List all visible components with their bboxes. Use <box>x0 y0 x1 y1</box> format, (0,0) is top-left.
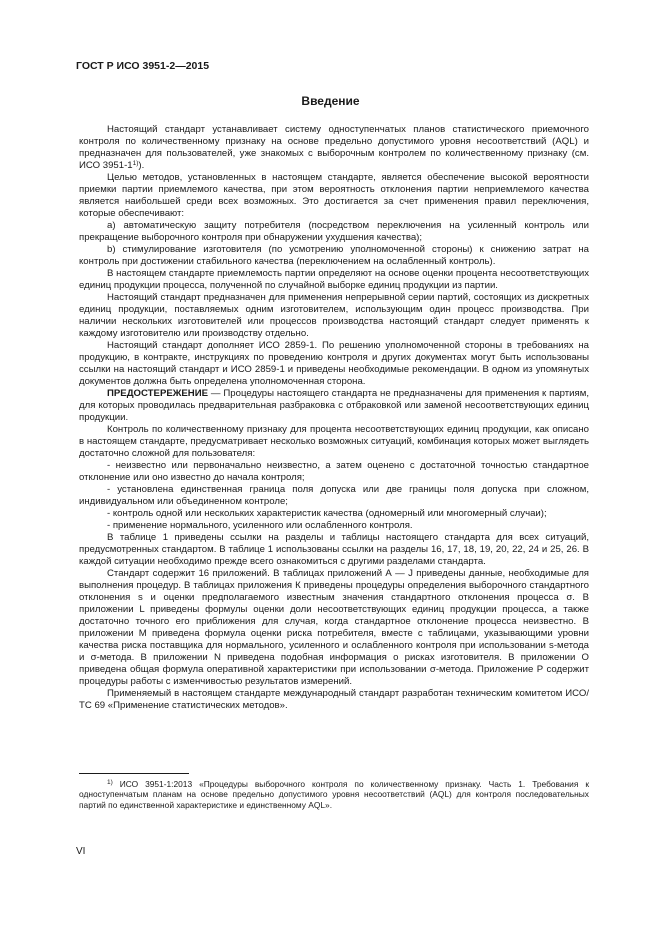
paragraph-text-end: ). <box>138 160 145 171</box>
footnote-paragraph <box>79 779 589 810</box>
footnote-marker: 1) <box>107 779 113 786</box>
list-item: - применение нормального, усиленного или ослабленного контроля. <box>107 520 413 531</box>
paragraph: Стандарт содержит 16 приложений. В таблицах приложений А — J приведены данные, необходимые для выполнения процедур. В таблицах приложения К приведены процедуры определения выборочного стандартного отклонения s и оценки предполагаемого известным значения стандартного отклонения процесса σ. В приложении L приведены формулы оценки доли несоответствующих единиц продукции процесса, а также достаточно точного его приближения для случая, когда стандартное отклонение процесса неизвестно. В приложении М приведена формула оценки риска потребителя, вместе с таблицами, указывающими уровни качества риска поставщика для нормального, усиленного и ослабленного контроля при использовании s-метода и σ-метода. В приложении N приведена подобная информация о рисках изготовителя. В приложении О приведена общая формула оперативной характеристики при использовании σ-метода. Приложение Р содержит процедуры работы с изменчивостью результатов измерений. <box>79 568 589 687</box>
document-header: ГОСТ Р ИСО 3951-2—2015 <box>76 60 210 72</box>
warning-paragraph <box>79 388 589 424</box>
warning-text: — Процедуры настоящего стандарта не предназначены для применения к партиям, для которых проводилась предварительная разбраковка с отбраковкой или заменой несоответствующих единиц продукции. <box>79 388 589 423</box>
list-item: - установлена единственная граница поля допуска или две границы поля допуска при сложном, индивидуальном или объединенном контроле; <box>79 484 589 507</box>
footnote <box>79 779 589 810</box>
paragraph: Применяемый в настоящем стандарте международный стандарт разработан техническим комитетом ИСО/ТС 69 «Применение статистических методов». <box>79 688 589 711</box>
paragraph: Настоящий стандарт дополняет ИСО 2859-1. По решению уполномоченной стороны в требованиях на продукцию, в контракте, инструкциях по проведению контроля и других документах могут быть использованы ссылки на настоящий стандарт и ИСО 2859-1 и приведены необходимые рекомендации. В одном из упомянутых документов должна быть определена уполномоченная сторона. <box>79 340 589 387</box>
paragraph: Целью методов, установленных в настоящем стандарте, является обеспечение высокой вероятности приемки партии приемлемого качества, при этом вероятность отклонения партии неприемлемого качества является наибольшей среди всех возможных. Это достигается за счет применения правил переключения, которые обеспечивают: <box>79 172 589 219</box>
paragraph: В настоящем стандарте приемлемость партии определяют на основе оценки процента несоответствующих единиц продукции процесса, полученной по случайной выборке единиц продукции из партии. <box>79 268 589 291</box>
page-number: VI <box>76 846 86 857</box>
list-item: - контроль одной или нескольких характеристик качества (одномерный или многомерный случаи); <box>107 508 547 519</box>
list-item: - неизвестно или первоначально неизвестно, а затем оценено с достаточной точностью стандартное отклонение или оно известно до начала контроля; <box>79 460 589 483</box>
paragraph: В таблице 1 приведены ссылки на разделы и таблицы настоящего стандарта для всех ситуаций, предусмотренных стандартом. В таблице 1 использованы ссылки на разделы 16, 17, 18, 19, 20, 22, 24 и 25, 26. В каждой ситуации необходимо прежде всего ознакомиться с другими разделами стандарта. <box>79 532 589 567</box>
list-item: b) стимулирование изготовителя (по усмотрению уполномоченной стороны) к снижению затрат на контроль при достижении стабильного качества (переключением на ослабленный контроль). <box>79 244 589 267</box>
footnote-divider <box>79 773 189 774</box>
paragraph: Настоящий стандарт предназначен для применения непрерывной серии партий, состоящих из дискретных единиц продукции, поставляемых одним изготовителем, использующим один процесс производства. При наличии нескольких изготовителей или процессов производства настоящий стандарт следует применять к каждому изготовителю или производству отдельно. <box>79 292 589 339</box>
paragraph <box>79 124 589 172</box>
warning-label: ПРЕДОСТЕРЕЖЕНИЕ <box>107 388 209 399</box>
list-item: а) автоматическую защиту потребителя (посредством переключения на усиленный контроль или прекращение выборочного контроля при обнаружении ухудшения качества); <box>79 220 589 243</box>
paragraph-text: Настоящий стандарт устанавливает систему одноступенчатых планов статистического приемочного контроля по количественному признаку на основе предельно допустимого уровня несоответствий (AQL) и предназначен для пользователей, уже знакомых с выборочным контролем по количественному признаку (см. ИСО 3951-1 <box>79 124 589 171</box>
paragraph: Контроль по количественному признаку для процента несоответствующих единиц продукции, как описано в настоящем стандарте, предусматривает несколько возможных ситуаций, комбинация которых может выглядеть достаточно сложной для пользователя: <box>79 424 589 459</box>
footnote-ref: 1) <box>132 160 139 167</box>
introduction-body <box>79 124 589 712</box>
footnote-text: ИСО 3951-1:2013 «Процедуры выборочного контроля по количественному признаку. Часть 1. Требования к одноступенчатым планам на основе предельно допустимого уровня несоответствий (AQL) для контроля последовательных партий по единственной характеристике и единственному AQL». <box>79 779 589 810</box>
page-title: Введение <box>301 94 360 108</box>
